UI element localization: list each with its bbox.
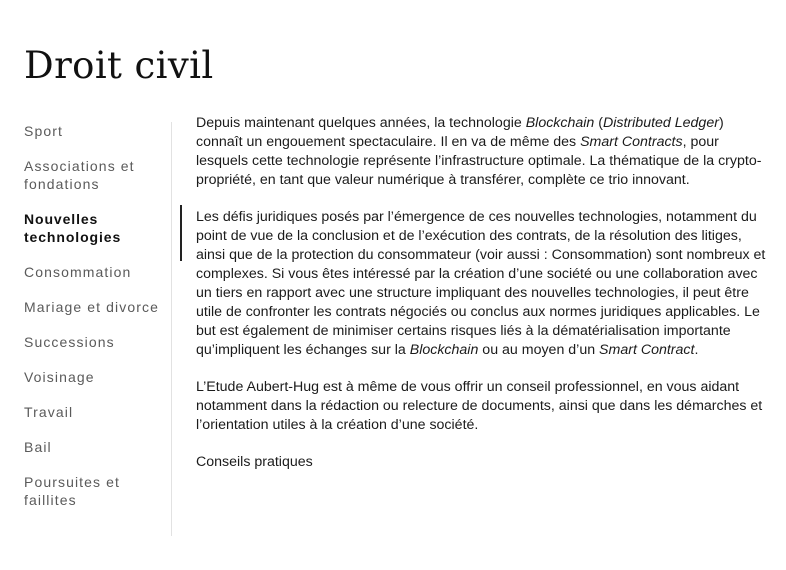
paragraph-text: Depuis maintenant quelques années, la technologie [196, 115, 526, 131]
paragraph-services: L’Etude Aubert-Hug est à même de vous offrir un conseil professionnel, en vous aidant notamment dans la rédaction ou relecture de documents, ainsi que dans les démarches et l’orientation utiles à la création d’une société. [196, 379, 763, 433]
emphasis-term: Smart Contracts [580, 134, 683, 150]
sidebar-item-poursuites-et-faillites[interactable]: Poursuites et faillites [24, 474, 121, 508]
conseils-pratiques-link[interactable]: Conseils pratiques [196, 454, 313, 470]
paragraph-text: ( [594, 115, 603, 131]
emphasis-term: Blockchain [409, 342, 479, 358]
sidebar-item-voisinage[interactable]: Voisinage [24, 369, 95, 385]
sidebar-item-mariage-et-divorce[interactable]: Mariage et divorce [24, 299, 159, 315]
emphasis-term: Distributed Ledger [603, 115, 719, 131]
sidebar-item-bail[interactable]: Bail [24, 439, 52, 455]
sidebar-item-sport[interactable]: Sport [24, 123, 63, 139]
main-content [196, 114, 766, 490]
sidebar-item-nouvelles-technologies[interactable] [24, 210, 171, 246]
active-indicator [180, 205, 182, 261]
sidebar-list [24, 122, 171, 509]
paragraph-intro [196, 114, 766, 190]
paragraph-text: ) connaît un engouement spectaculaire. Il en va de même des [196, 115, 724, 150]
sidebar-item-associations-et-fondations[interactable]: Associations et fondations [24, 158, 135, 192]
sidebar-item-consommation[interactable]: Consommation [24, 264, 132, 280]
sidebar-item-successions[interactable]: Successions [24, 334, 115, 350]
paragraph-text: Les défis juridiques posés par l’émergence de ces nouvelles technologies, notamment du point de vue de la conclusion et de l’exécution des contrats, de la résolution des litiges, ainsi que de la protection du consommateur (voir aussi : Consommation) sont nombreux et complexes. Si vous êtes intéressé par la création d’une société ou une collaboration avec un tiers en rapport avec une structure impliquant des nouvelles technologies, il peut être utile de confronter les contrats négociés ou conclus aux normes juridiques applicables. Le but est également de minimiser certains risques liés à la dématérialisation importante qu’impliquent les échanges sur la [196, 209, 766, 358]
sidebar-item-label: Nouvelles technologies [24, 211, 122, 245]
sidebar-nav [24, 122, 172, 536]
sidebar-item-travail[interactable]: Travail [24, 404, 74, 420]
emphasis-term: Blockchain [525, 115, 595, 131]
paragraph-text: , pour lesquels cette technologie représente l’infrastructure optimale. La thématique de la crypto-propriété, en tant que valeur numérique à transférer, complète ce trio innovant. [196, 134, 762, 188]
paragraph-challenges [196, 208, 766, 360]
paragraph-text: ou au moyen d’un [478, 342, 600, 358]
paragraph-text: . [694, 342, 699, 358]
emphasis-term: Smart Contract [599, 342, 695, 358]
page-title: Droit civil [24, 44, 214, 87]
